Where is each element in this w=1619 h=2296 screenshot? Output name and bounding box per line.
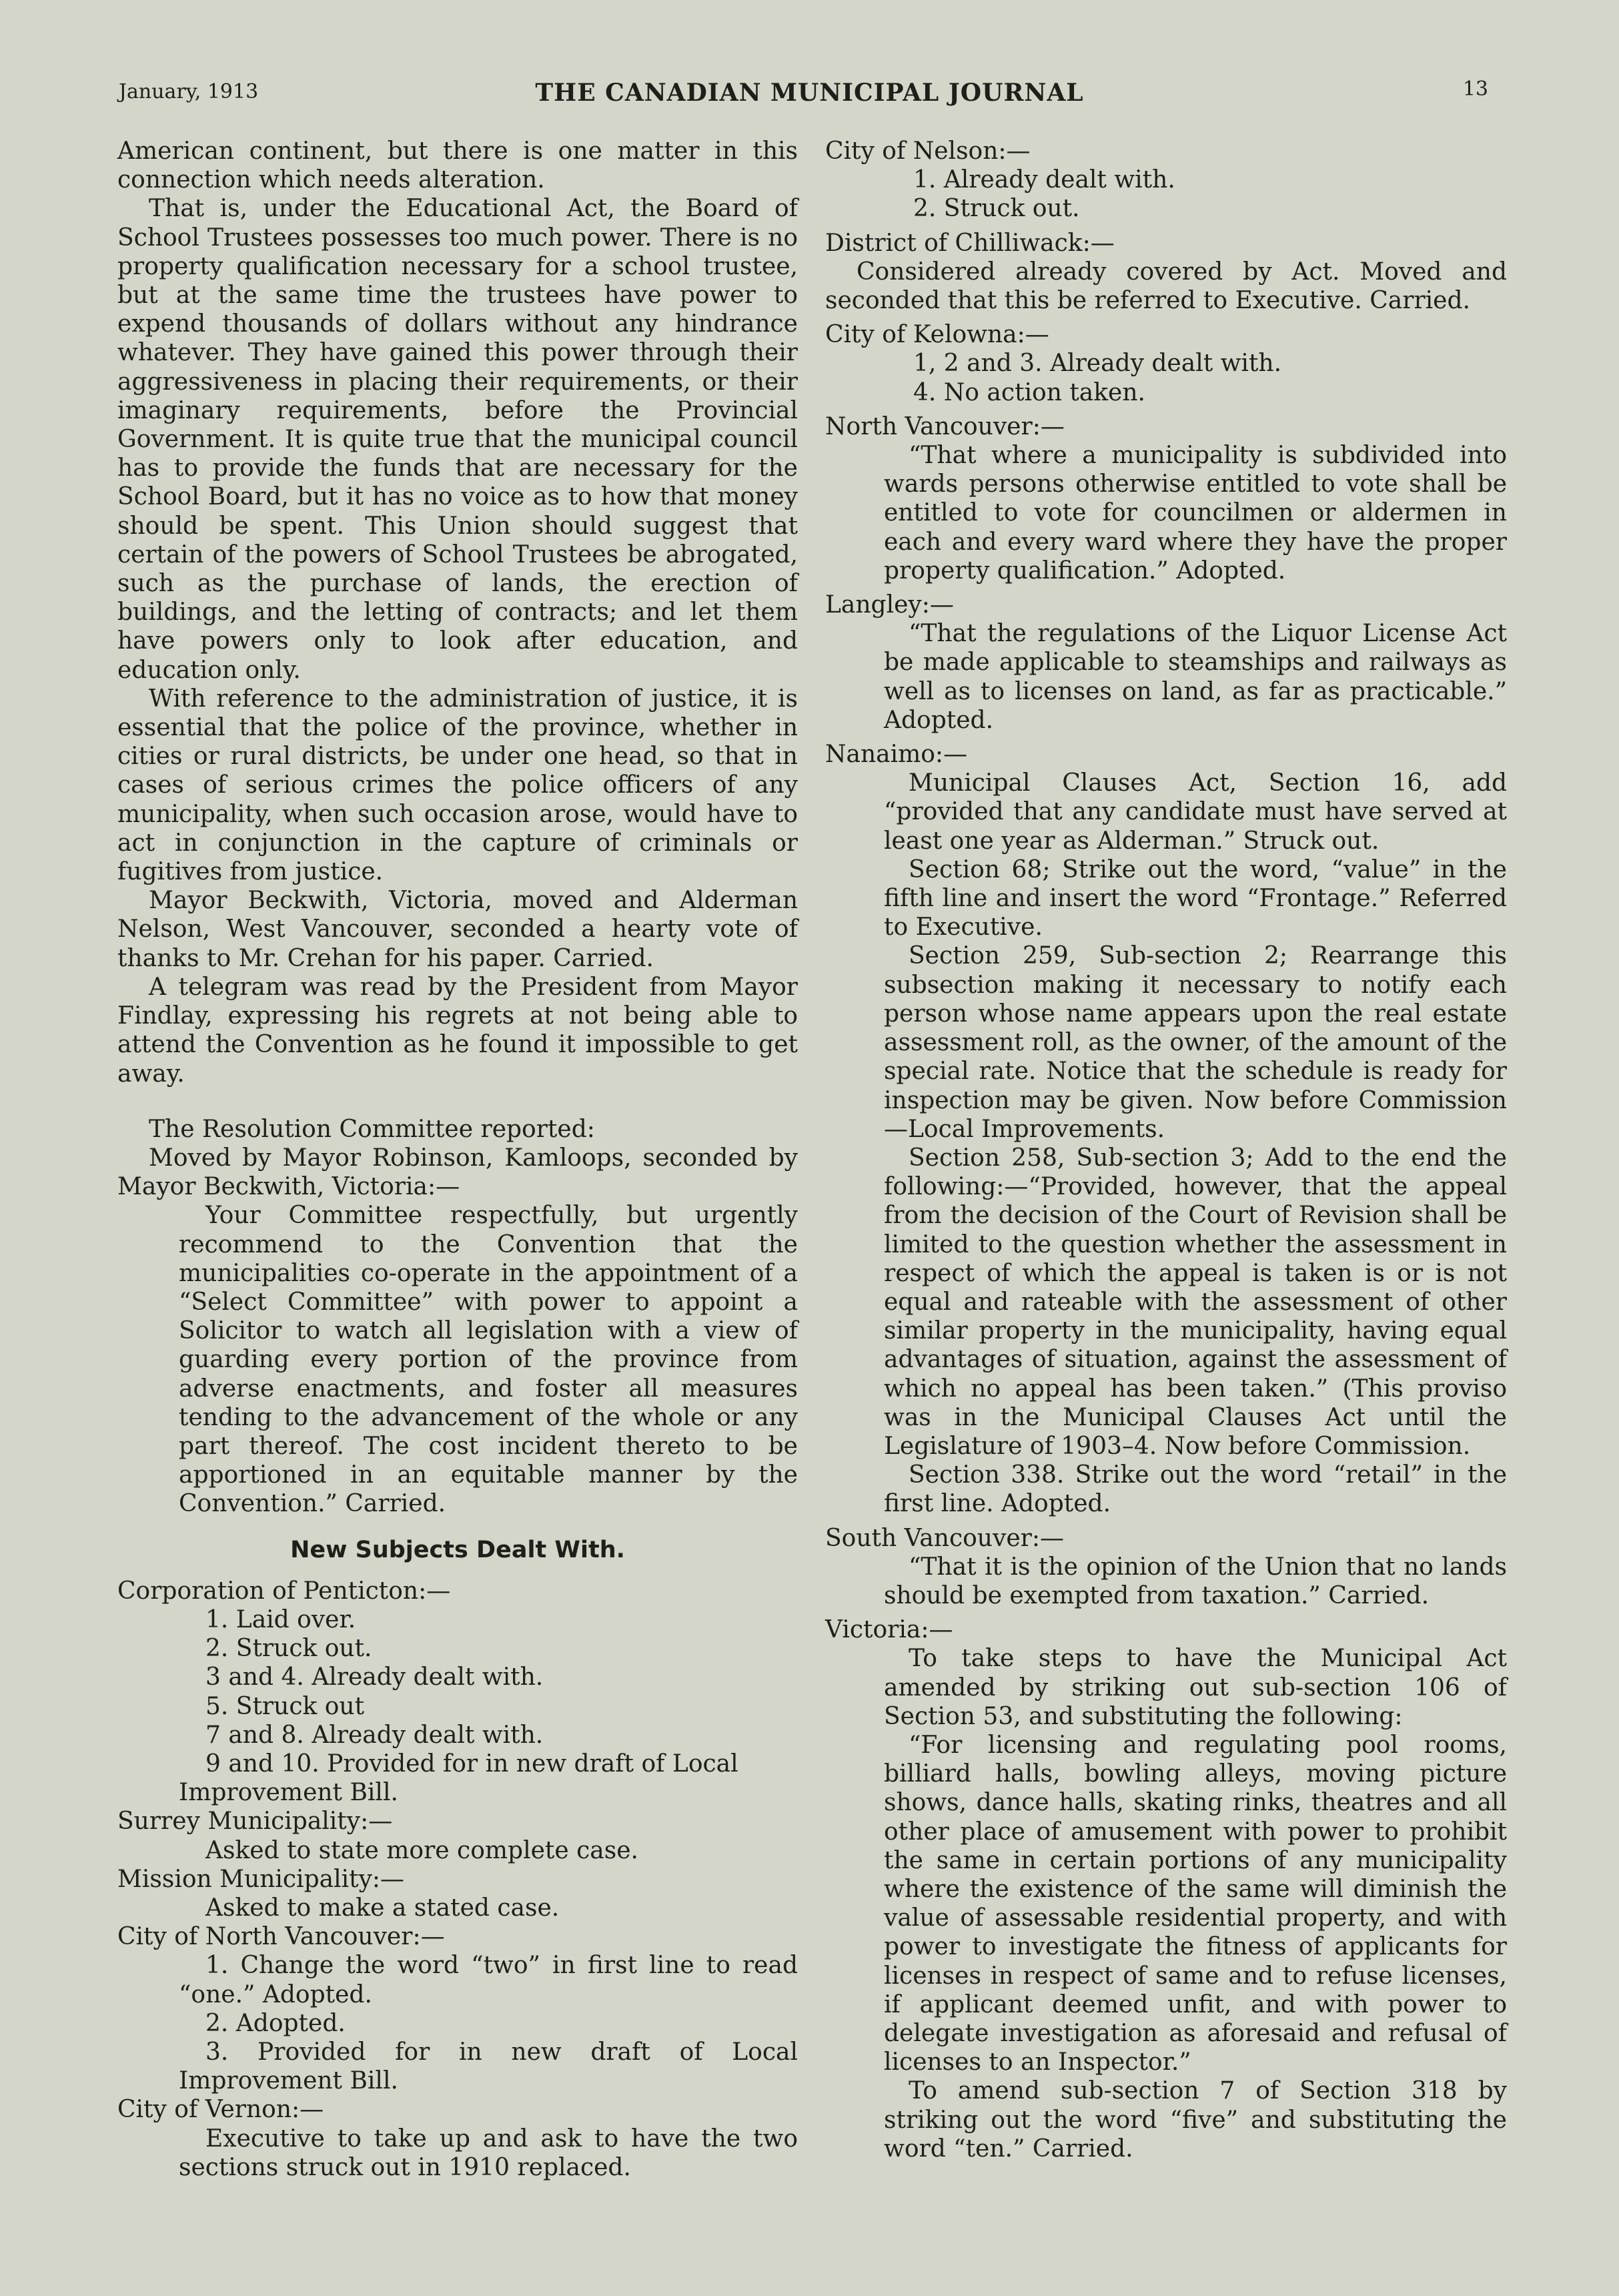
list-item: Asked to make a stated case. — [205, 1894, 560, 1922]
municipality-heading: City of Nelson:— — [825, 137, 1031, 165]
paragraph: The Resolution Committee reported: — [149, 1115, 595, 1143]
resolution-text: Municipal Clauses Act, Section 16, add “provided that any candidate must have served at least one year as Alderman.” Struck out. — [884, 769, 1507, 855]
page-header — [0, 75, 1619, 115]
paragraph: With reference to the administration of justice, it is essential that the police of the province, whether in cities or rural districts, be under one head, so that in cases of serious crimes the police officers of any municipality, when such occasion arose, would have to act in conjunction in the capture of criminals or fugitives from justice. — [117, 685, 798, 886]
list-item: Executive to take up and ask to have the two sections struck out in 1910 replaced. — [179, 2125, 798, 2181]
paragraph: Moved by Mayor Robinson, Kamloops, seconded by Mayor Beckwith, Victoria:— — [117, 1144, 798, 1201]
municipality-heading: Nanaimo:— — [825, 741, 968, 769]
resolution-text: Section 259, Sub-section 2; Rearrange this subsection making it necessary to notify each person whose name appears upon the real estate assessment roll, as the owner, of the amount of the special rate. Notice that the schedule is ready for inspection may be given. Now before Commission—Local Improvements. — [884, 942, 1507, 1143]
resolution-text: “That the regulations of the Liquor License Act be made applicable to steamships and railways as well as to licenses on land, as far as practicable.” Adopted. — [884, 620, 1507, 734]
list-item: Asked to state more complete case. — [205, 1836, 638, 1864]
page-number: 13 — [1462, 77, 1488, 101]
municipality-heading: Mission Municipality:— — [117, 1865, 405, 1893]
resolution-text: “That where a municipality is subdivided into wards persons otherwise entitled to vote shall be entitled to vote for councilmen or aldermen in each and every ward where they have the proper property qualification.” Adopted. — [884, 442, 1507, 585]
list-item: 2. Struck out. — [205, 1635, 372, 1663]
right-column — [825, 137, 1507, 2163]
paragraph: Considered already covered by Act. Moved and seconded that this be referred to Executive. Carried. — [825, 258, 1507, 315]
paragraph: Mayor Beckwith, Victoria, moved and Alderman Nelson, West Vancouver, seconded a hearty vote of thanks to Mr. Crehan for his paper. Carried. — [117, 887, 798, 972]
municipality-heading: City of North Vancouver:— — [117, 1923, 445, 1951]
list-item: 1, 2 and 3. Already dealt with. — [913, 350, 1282, 378]
municipality-heading: Surrey Municipality:— — [117, 1808, 393, 1836]
list-item: 5. Struck out — [205, 1692, 365, 1720]
resolution-text: To amend sub-section 7 of Section 318 by striking out the word “five” and substituting the word “ten.” Carried. — [884, 2077, 1507, 2163]
section-heading: New Subjects Dealt With. — [290, 1536, 625, 1563]
list-item: 1. Laid over. — [205, 1605, 356, 1633]
paragraph: American continent, but there is one matter in this connection which needs alteration. — [117, 137, 798, 194]
municipality-heading: Victoria:— — [825, 1616, 953, 1644]
left-column — [117, 137, 798, 2182]
municipality-heading: District of Chilliwack:— — [825, 229, 1115, 257]
resolution-text: Section 338. Strike out the word “retail” in the first line. Adopted. — [884, 1461, 1507, 1518]
resolution-text: Section 68; Strike out the word, “value” in the fifth line and insert the word “Frontage.” Referred to Executive. — [884, 855, 1507, 941]
paragraph: A telegram was read by the President from Mayor Findlay, expressing his regrets at not being able to attend the Convention as he found it impossible to get away. — [117, 973, 798, 1088]
list-item: 2. Adopted. — [205, 2009, 346, 2037]
municipality-heading: City of Vernon:— — [117, 2096, 324, 2124]
municipality-heading: City of Kelowna:— — [825, 321, 1049, 349]
list-item: 2. Struck out. — [913, 195, 1080, 223]
list-item: 1. Change the word “two” in first line to read “one.” Adopted. — [179, 1952, 798, 2008]
resolution-text: To take steps to have the Municipal Act amended by striking out sub-section 106 of Section 53, and substituting the following: — [884, 1645, 1507, 1730]
list-item: 1. Already dealt with. — [913, 166, 1175, 194]
municipality-heading: Langley:— — [825, 591, 954, 619]
municipality-heading: North Vancouver:— — [825, 412, 1065, 440]
list-item: 3 and 4. Already dealt with. — [205, 1663, 544, 1691]
municipality-heading: South Vancouver:— — [825, 1524, 1064, 1552]
list-item: 4. No action taken. — [913, 378, 1145, 406]
resolution-text: “For licensing and regulating pool rooms, billiard halls, bowling alleys, moving picture shows, dance halls, skating rinks, theatres and all other place of amusement with power to prohibit the same in certain portions of any municipality where the existence of the same will diminish the value of assessable residential property, and with power to investigate the fitness of applicants for licenses in respect of same and to refuse licenses, if applicant deemed unfit, and with power to delegate investigation as aforesaid and refusal of licenses to an Inspector.” — [884, 1731, 1507, 2076]
list-item: 9 and 10. Provided for in new draft of Local Improvement Bill. — [179, 1750, 738, 1807]
issue-date: January, 1913 — [119, 80, 259, 103]
list-item: 3. Provided for in new draft of Local Improvement Bill. — [179, 2038, 798, 2095]
journal-title: THE CANADIAN MUNICIPAL JOURNAL — [535, 79, 1084, 107]
resolution-text: “That it is the opinion of the Union that no lands should be exempted from taxation.” Carried. — [884, 1553, 1507, 1609]
resolution-text: Section 258, Sub-section 3; Add to the end the following:—“Provided, however, that the appeal from the decision of the Court of Revision shall be limited to the question whether the assessment in respect of which the appeal is taken is or is not equal and rateable with the assessment of other similar property in the municipality, having equal advantages of situation, against the assessment of which no appeal has been taken.” (This proviso was in the Municipal Clauses Act until the Legislature of 1903–4. Now before Commission. — [884, 1144, 1507, 1460]
municipality-heading: Corporation of Penticton:— — [117, 1577, 451, 1605]
paragraph: That is, under the Educational Act, the Board of School Trustees possesses too much power. There is no property qualification necessary for a school trustee, but at the same time the trustees have power to expend thousands of dollars without any hindrance whatever. They have gained this power through their aggressiveness in placing their requirements, or their imaginary requirements, before the Provincial Government. It is quite true that the municipal council has to provide the funds that are necessary for the School Board, but it has no voice as to how that money should be spent. This Union should suggest that certain of the powers of School Trustees be abrogated, such as the purchase of lands, the erection of buildings, and the letting of contracts; and let them have powers only to look after education, and education only. — [117, 195, 798, 684]
committee-resolution: Your Committee respectfully, but urgently recommend to the Convention that the municipalities co-operate in the appointment of a “Select Committee” with power to appoint a Solicitor to watch all legislation with a view of guarding every portion of the province from adverse enactments, and foster all measures tending to the advancement of the whole or any part thereof. The cost incident thereto to be apportioned in an equitable manner by the Convention.” Carried. — [179, 1202, 798, 1518]
list-item: 7 and 8. Already dealt with. — [205, 1721, 544, 1749]
